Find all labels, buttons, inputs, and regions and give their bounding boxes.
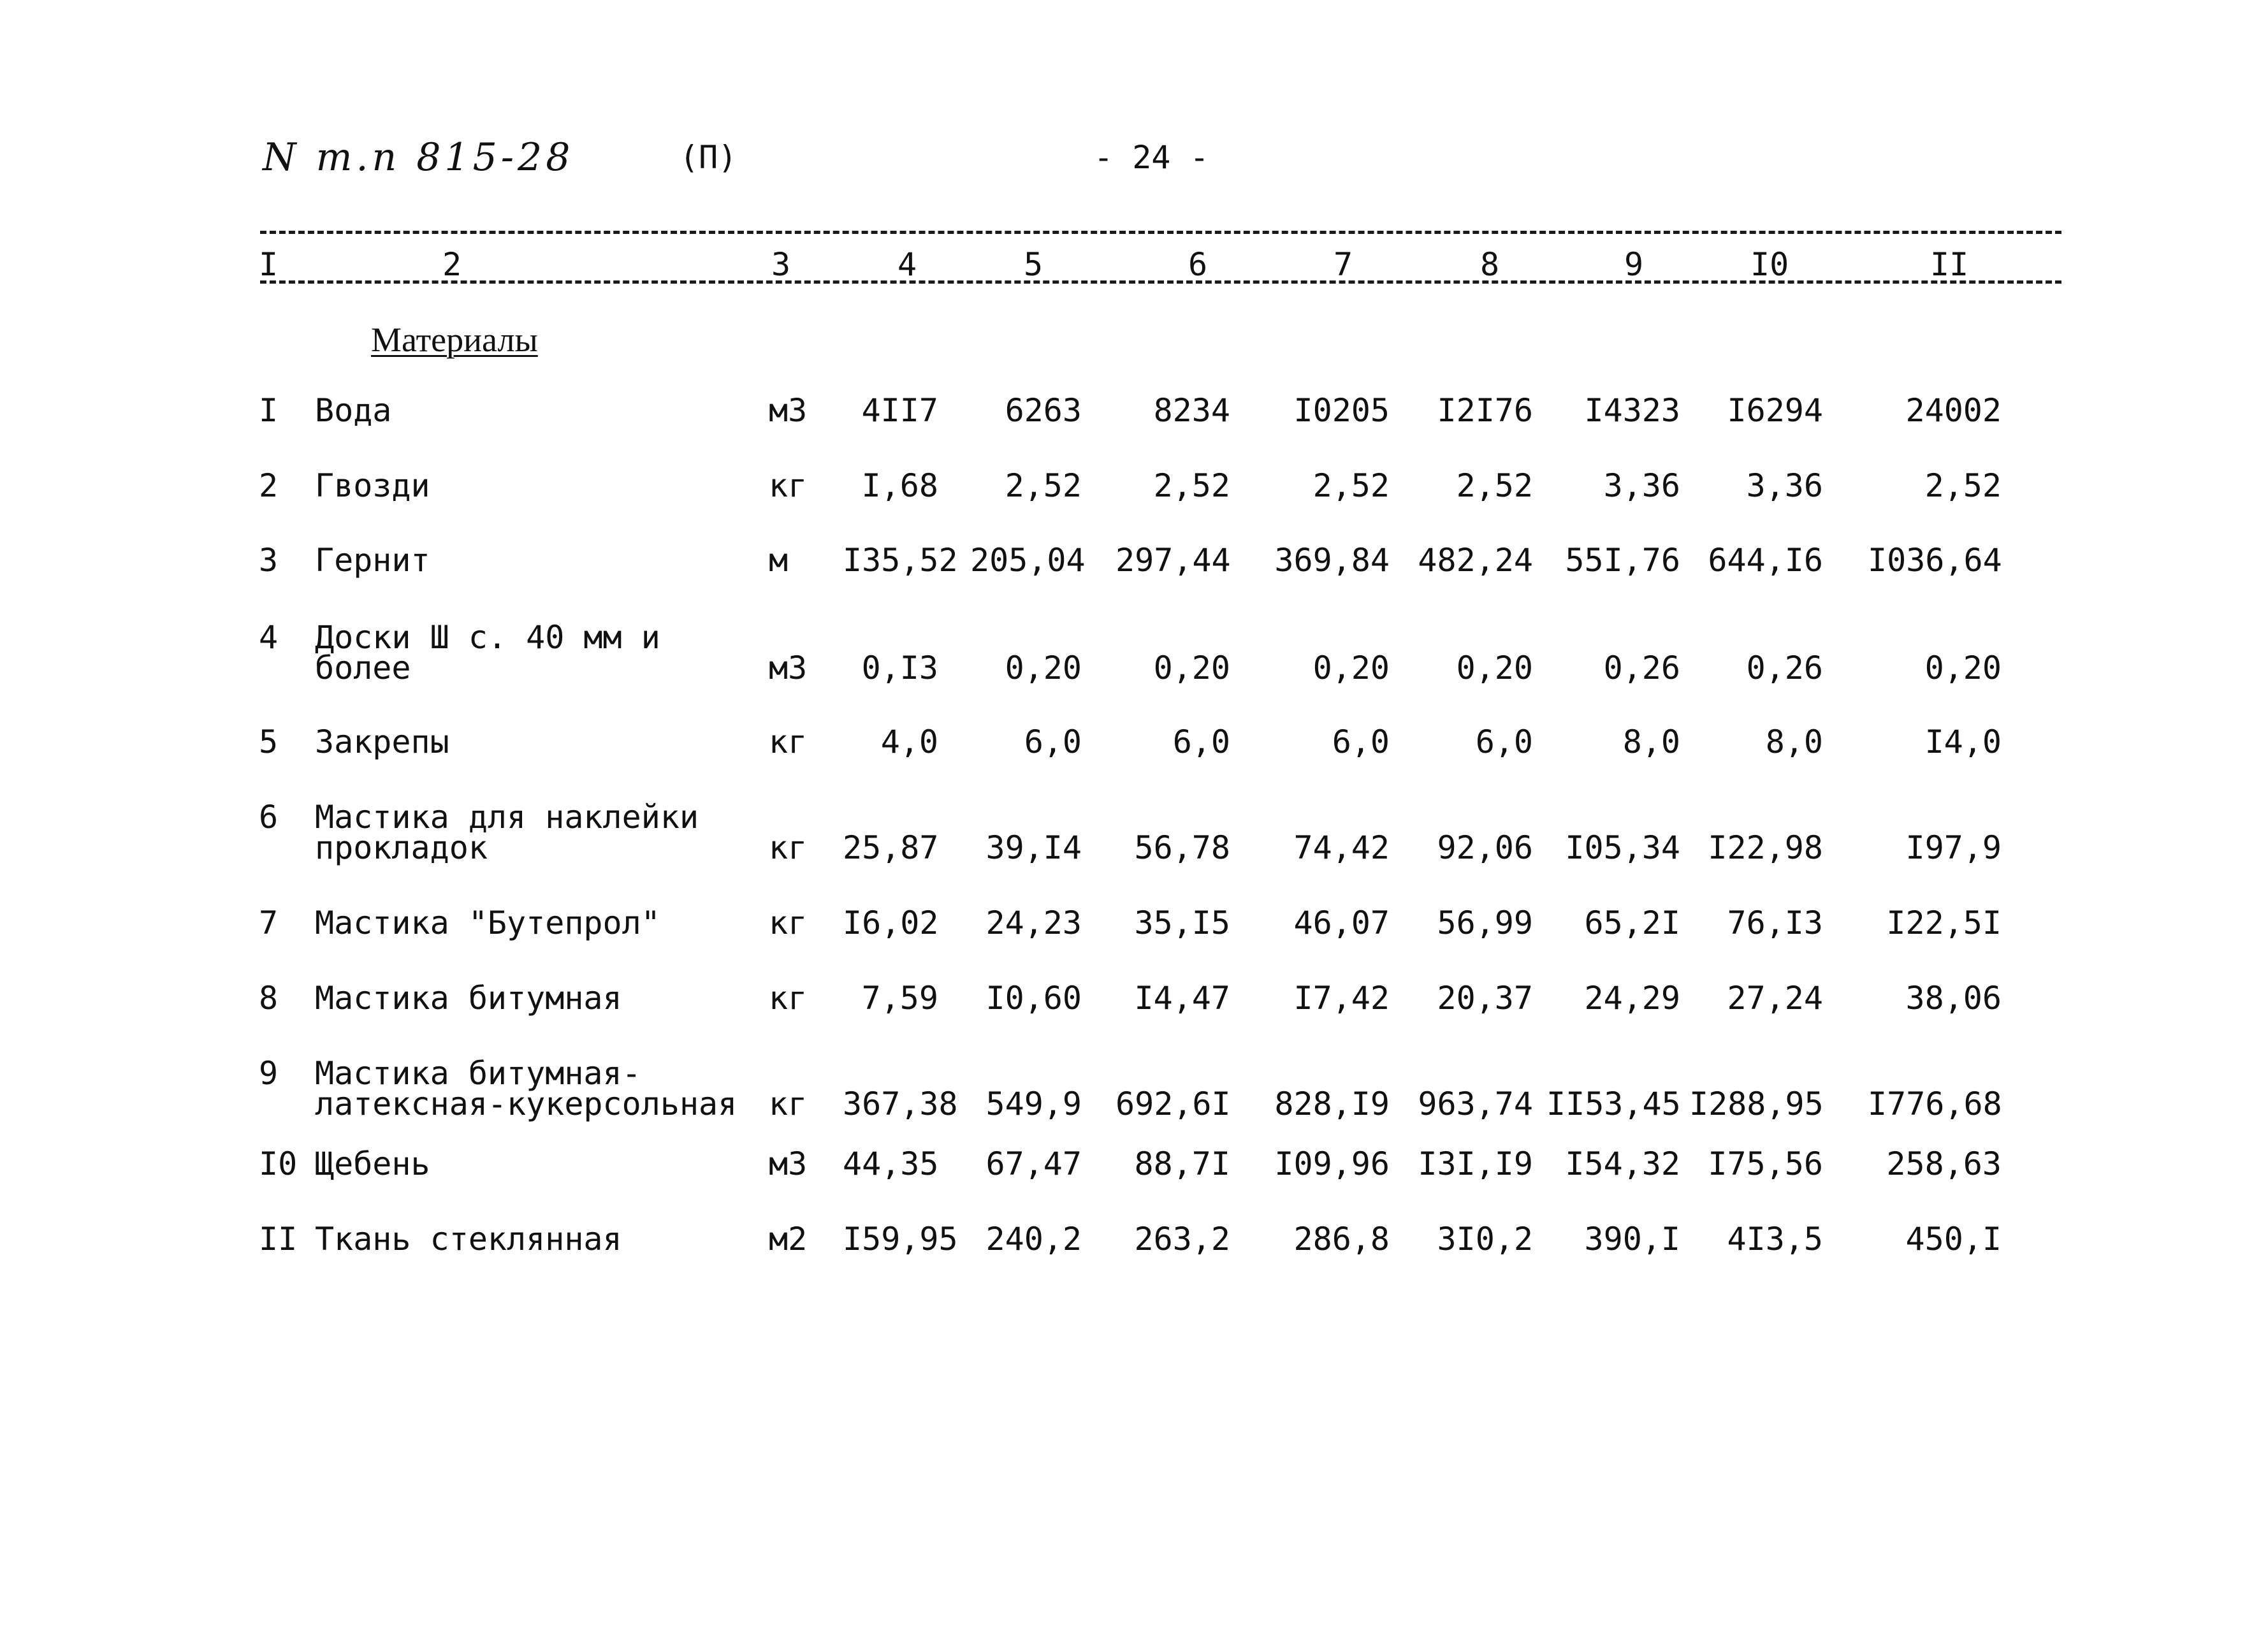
value-col-5: I0,60 (985, 980, 1082, 1017)
unit: м (769, 542, 789, 579)
value-col-4: 4,0 (880, 723, 938, 760)
material-name: Мастика битумная- латексная-кукерсольная (315, 1055, 738, 1122)
value-col-7: 74,42 (1293, 829, 1390, 866)
value-col-8: I3I,I9 (1418, 1145, 1533, 1182)
value-col-5: 39,I4 (985, 829, 1082, 866)
value-col-9: I4323 (1584, 392, 1680, 429)
material-name: Гвозди (315, 467, 430, 504)
value-col-9: 0,26 (1603, 650, 1680, 686)
value-col-5: 6263 (1005, 392, 1082, 429)
value-col-6: 88,7I (1134, 1145, 1230, 1182)
value-col-7: 46,07 (1293, 904, 1390, 941)
material-name: Доски Ш с. 40 мм и более (315, 619, 660, 686)
value-col-9: 390,I (1584, 1221, 1680, 1258)
value-col-4: I,68 (861, 467, 938, 504)
value-col-4: 25,87 (843, 829, 939, 866)
value-col-4: 7,59 (861, 980, 938, 1017)
unit: м2 (769, 1221, 808, 1258)
column-number: 4 (898, 246, 917, 283)
value-col-4: I6,02 (843, 904, 939, 941)
value-col-5: 240,2 (985, 1221, 1082, 1258)
value-col-9: 55I,76 (1565, 542, 1680, 579)
value-col-7: 369,84 (1274, 542, 1390, 579)
value-col-10: 27,24 (1727, 980, 1823, 1017)
value-col-10: 8,0 (1765, 723, 1823, 760)
value-col-5: 6,0 (1024, 723, 1082, 760)
value-col-8: 56,99 (1437, 904, 1533, 941)
unit: м3 (769, 392, 808, 429)
value-col-10: 3,36 (1746, 467, 1823, 504)
column-number: I0 (1750, 246, 1789, 283)
row-number: 8 (259, 980, 279, 1017)
value-col-7: 2,52 (1312, 467, 1390, 504)
value-col-4: I59,95 (843, 1221, 958, 1258)
value-col-8: 2,52 (1456, 467, 1533, 504)
value-col-10: 76,I3 (1727, 904, 1823, 941)
row-number: II (259, 1221, 298, 1258)
unit: кг (769, 829, 808, 866)
value-col-5: 2,52 (1005, 467, 1082, 504)
value-col-5: 67,47 (985, 1145, 1082, 1182)
row-number: 3 (259, 542, 279, 579)
row-number: I0 (259, 1145, 298, 1182)
value-col-9: I54,32 (1565, 1145, 1680, 1182)
unit: кг (769, 467, 808, 504)
value-col-4: I35,52 (843, 542, 958, 579)
value-col-10: 0,26 (1746, 650, 1823, 686)
value-col-4: 367,38 (843, 1085, 958, 1122)
value-col-7: I7,42 (1293, 980, 1390, 1017)
value-col-10: I6294 (1727, 392, 1823, 429)
unit: м3 (769, 650, 808, 686)
value-col-8: 20,37 (1437, 980, 1533, 1017)
value-col-10: I75,56 (1708, 1145, 1823, 1182)
value-col-7: I09,96 (1274, 1145, 1390, 1182)
row-number: 2 (259, 467, 279, 504)
value-col-6: 692,6I (1116, 1085, 1231, 1122)
row-number: 6 (259, 799, 279, 836)
row-number: 5 (259, 723, 279, 760)
value-col-10: I22,98 (1708, 829, 1823, 866)
value-col-5: 549,9 (985, 1085, 1082, 1122)
value-col-8: 0,20 (1456, 650, 1533, 686)
value-col-11: 24002 (1905, 392, 2002, 429)
value-col-5: 0,20 (1005, 650, 1082, 686)
value-col-8: 6,0 (1475, 723, 1533, 760)
value-col-7: I0205 (1293, 392, 1390, 429)
column-number: 9 (1624, 246, 1644, 283)
material-name: Вода (315, 392, 392, 429)
value-col-4: 0,I3 (861, 650, 938, 686)
material-name: Ткань стеклянная (315, 1221, 622, 1258)
value-col-11: I4,0 (1924, 723, 2002, 760)
document-code: N т.п 815-28 (263, 135, 574, 180)
row-number: I (259, 392, 279, 429)
column-number: 8 (1480, 246, 1500, 283)
value-col-10: 644,I6 (1708, 542, 1823, 579)
material-name: Закрепы (315, 723, 449, 760)
section-title: Материалы (371, 321, 538, 359)
column-number: 7 (1334, 246, 1353, 283)
value-col-8: 3I0,2 (1437, 1221, 1533, 1258)
value-col-11: 2,52 (1924, 467, 2002, 504)
table-top-rule (260, 231, 2061, 234)
value-col-9: 24,29 (1584, 980, 1680, 1017)
value-col-9: 65,2I (1584, 904, 1680, 941)
value-col-11: 450,I (1905, 1221, 2002, 1258)
row-number: 4 (259, 619, 279, 656)
column-number: 6 (1188, 246, 1208, 283)
value-col-8: 963,74 (1418, 1085, 1533, 1122)
value-col-6: 6,0 (1172, 723, 1230, 760)
column-number: II (1930, 246, 1969, 283)
value-col-11: I97,9 (1905, 829, 2002, 866)
material-name: Щебень (315, 1145, 430, 1182)
value-col-11: 258,63 (1886, 1145, 2002, 1182)
value-col-8: I2I76 (1437, 392, 1533, 429)
value-col-8: 92,06 (1437, 829, 1533, 866)
value-col-9: 8,0 (1622, 723, 1680, 760)
row-number: 7 (259, 904, 279, 941)
section-marker: (П) (680, 139, 738, 176)
value-col-6: 0,20 (1153, 650, 1230, 686)
value-col-11: I036,64 (1868, 542, 2002, 579)
value-col-7: 6,0 (1332, 723, 1390, 760)
value-col-5: 205,04 (970, 542, 1086, 579)
value-col-7: 286,8 (1293, 1221, 1390, 1258)
value-col-6: 263,2 (1134, 1221, 1230, 1258)
material-name: Гернит (315, 542, 430, 579)
value-col-4: 4II7 (861, 392, 938, 429)
unit: кг (769, 980, 808, 1017)
value-col-10: I288,95 (1689, 1085, 1824, 1122)
value-col-7: 828,I9 (1274, 1085, 1390, 1122)
material-name: Мастика для наклейки прокладок (315, 799, 699, 866)
value-col-9: 3,36 (1603, 467, 1680, 504)
value-col-11: 0,20 (1924, 650, 2002, 686)
page-number: - 24 - (1094, 139, 1209, 176)
value-col-6: 56,78 (1134, 829, 1230, 866)
column-number: 5 (1024, 246, 1043, 283)
value-col-6: 297,44 (1116, 542, 1231, 579)
value-col-11: I776,68 (1868, 1085, 2002, 1122)
material-name: Мастика битумная (315, 980, 622, 1017)
value-col-5: 24,23 (985, 904, 1082, 941)
value-col-6: 8234 (1153, 392, 1230, 429)
material-name: Мастика "Бутепрол" (315, 904, 660, 941)
value-col-11: I22,5I (1886, 904, 2002, 941)
column-number: 2 (442, 246, 462, 283)
value-col-7: 0,20 (1312, 650, 1390, 686)
value-col-9: I05,34 (1565, 829, 1680, 866)
value-col-9: II53,45 (1546, 1085, 1681, 1122)
unit: кг (769, 904, 808, 941)
value-col-6: 35,I5 (1134, 904, 1230, 941)
value-col-4: 44,35 (843, 1145, 939, 1182)
value-col-10: 4I3,5 (1727, 1221, 1823, 1258)
unit: м3 (769, 1145, 808, 1182)
value-col-11: 38,06 (1905, 980, 2002, 1017)
value-col-6: I4,47 (1134, 980, 1230, 1017)
unit: кг (769, 723, 808, 760)
value-col-8: 482,24 (1418, 542, 1533, 579)
column-number: 3 (771, 246, 791, 283)
unit: кг (769, 1085, 808, 1122)
table-header-rule (260, 280, 2061, 284)
column-number: I (259, 246, 279, 283)
value-col-6: 2,52 (1153, 467, 1230, 504)
row-number: 9 (259, 1055, 279, 1092)
